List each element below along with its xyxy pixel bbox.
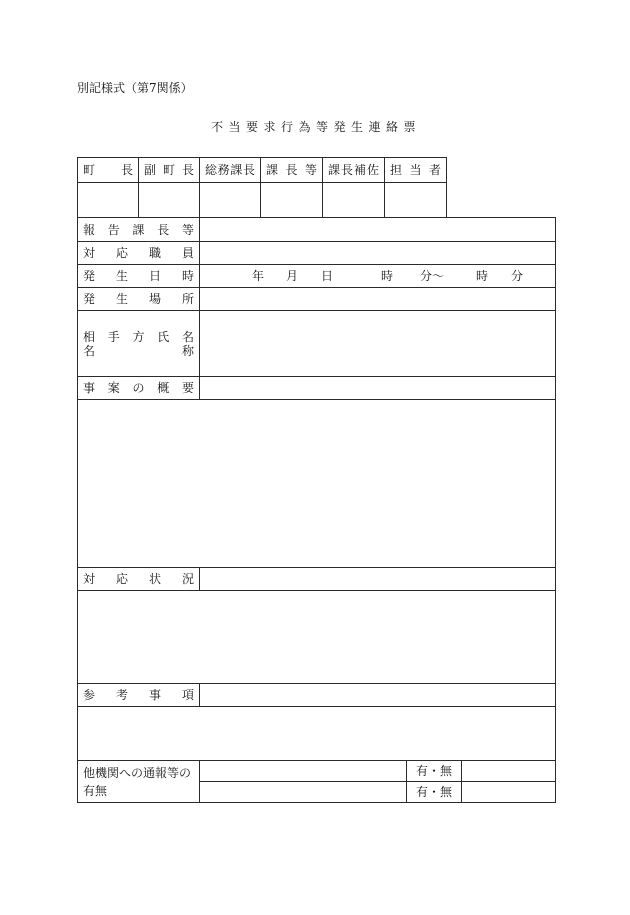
label-char: 長 xyxy=(340,163,353,177)
agency-choice-label: 有・無 xyxy=(415,785,452,799)
label-char: 手 xyxy=(107,329,120,344)
label-char: 概 xyxy=(157,381,170,395)
label-char: 考 xyxy=(115,688,128,702)
label-char: 発 xyxy=(83,269,96,283)
label-char: 等 xyxy=(181,222,194,237)
approval-header-assistant-section-chief xyxy=(322,157,385,183)
counterparty-value-cell xyxy=(199,310,556,377)
label-char: 事 xyxy=(83,381,96,395)
label-char: 員 xyxy=(181,246,194,260)
responding-staff-label-cell xyxy=(77,241,200,265)
label-char: 対 xyxy=(83,572,96,586)
label-char: 項 xyxy=(181,688,194,702)
counterparty-label-cell xyxy=(77,310,200,377)
approval-header-label xyxy=(266,163,317,177)
approval-header-general-affairs-director xyxy=(199,157,261,183)
reporting-manager-label xyxy=(83,223,194,237)
label-char: 名 xyxy=(181,329,194,344)
occurrence-datetime-label xyxy=(83,269,194,283)
label-char: 補 xyxy=(353,163,366,177)
agency-note-cell-1 xyxy=(461,760,556,782)
agency-notification-label-line-2: 有無 xyxy=(83,784,108,798)
reference-notes-body xyxy=(77,706,556,761)
label-char: 時 xyxy=(181,269,194,283)
approval-stamp-box-deputy-mayor xyxy=(138,182,200,218)
label-char: 担 xyxy=(390,163,403,177)
responding-staff-label xyxy=(83,246,194,260)
reference-notes-label xyxy=(83,688,194,702)
label-char: 長 xyxy=(157,222,170,237)
agency-name-cell-1 xyxy=(199,760,407,782)
label-char: 副 xyxy=(144,163,157,177)
label-char: 長 xyxy=(285,163,298,177)
label-char: 方 xyxy=(132,329,145,344)
approval-header-label xyxy=(390,163,441,177)
label-char: 町 xyxy=(162,163,175,177)
label-char: 長 xyxy=(181,163,194,177)
label-char: 名 xyxy=(83,343,96,358)
label-char: 参 xyxy=(83,688,96,702)
label-char: 氏 xyxy=(157,329,170,344)
agency-notification-label-line-1: 他機関への通報等の xyxy=(83,766,192,780)
approval-stamp-box-person-in-charge xyxy=(384,182,447,218)
approval-header-label xyxy=(144,163,194,177)
start-minute-unit: 分～ xyxy=(420,269,445,283)
form-reference: 別記様式（第7関係） xyxy=(77,81,193,95)
approval-header-section-chief xyxy=(260,157,323,183)
label-char: の xyxy=(132,381,145,395)
reporting-manager-label-cell xyxy=(77,217,200,242)
label-char: 課 xyxy=(132,222,145,237)
responding-staff-value-cell xyxy=(199,241,556,265)
occurrence-datetime-label-cell xyxy=(77,264,200,288)
response-status-label-cell xyxy=(77,567,200,591)
agency-choice-cell-1 xyxy=(406,760,462,782)
counterparty-label-line-2 xyxy=(83,344,194,358)
label-char: 課 xyxy=(230,163,243,177)
incident-summary-body xyxy=(77,399,556,568)
label-char: 称 xyxy=(181,343,194,358)
approval-header-label xyxy=(83,163,133,177)
label-char: 所 xyxy=(181,292,194,306)
reference-notes-label-cell xyxy=(77,683,200,707)
date-day-unit: 日 xyxy=(321,269,334,283)
approval-header-label xyxy=(328,163,379,177)
incident-summary-label xyxy=(83,381,194,395)
label-char: 報 xyxy=(83,222,96,237)
approval-stamp-box-mayor xyxy=(77,182,139,218)
response-status-body xyxy=(77,590,556,684)
reporting-manager-value-cell xyxy=(199,217,556,242)
date-month-unit: 月 xyxy=(286,269,299,283)
agency-choice-label: 有・無 xyxy=(415,764,452,778)
label-char: 状 xyxy=(148,572,161,586)
response-status-header-blank xyxy=(199,567,556,591)
label-char: 当 xyxy=(409,163,422,177)
label-char: 佐 xyxy=(366,163,379,177)
occurrence-place-label xyxy=(83,292,194,306)
label-char: 況 xyxy=(181,572,194,586)
approval-header-mayor xyxy=(77,157,139,183)
agency-name-cell-2 xyxy=(199,781,407,803)
label-char: 応 xyxy=(115,572,128,586)
approval-stamp-box-general-affairs-director xyxy=(199,182,261,218)
approval-header-label xyxy=(205,163,255,177)
occurrence-place-label-cell xyxy=(77,287,200,311)
incident-summary-label-cell xyxy=(77,376,200,400)
occurrence-place-value-cell xyxy=(199,287,556,311)
label-char: 長 xyxy=(120,163,133,177)
label-char: 町 xyxy=(83,163,96,177)
approval-stamp-box-section-chief xyxy=(260,182,323,218)
label-char: 長 xyxy=(242,163,255,177)
label-char: 総 xyxy=(205,163,218,177)
start-hour-unit: 時 xyxy=(381,269,394,283)
approval-stamp-box-assistant-section-chief xyxy=(322,182,385,218)
end-hour-unit: 時 xyxy=(476,269,489,283)
label-char: 要 xyxy=(181,381,194,395)
occurrence-datetime-value-cell xyxy=(199,264,556,288)
label-char: 日 xyxy=(148,269,161,283)
label-char: 案 xyxy=(107,381,120,395)
end-minute-unit: 分 xyxy=(511,269,524,283)
label-char: 場 xyxy=(148,292,161,306)
approval-header-deputy-mayor xyxy=(138,157,200,183)
label-char: 生 xyxy=(115,292,128,306)
label-char: 課 xyxy=(328,163,341,177)
approval-header-person-in-charge xyxy=(384,157,447,183)
label-char: 職 xyxy=(148,246,161,260)
label-char: 者 xyxy=(428,163,441,177)
label-char: 務 xyxy=(217,163,230,177)
date-year-unit: 年 xyxy=(252,269,265,283)
agency-choice-cell-2 xyxy=(406,781,462,803)
label-char: 等 xyxy=(304,163,317,177)
label-char: 相 xyxy=(83,329,96,344)
agency-note-cell-2 xyxy=(461,781,556,803)
label-char: 対 xyxy=(83,246,96,260)
agency-notification-label-cell xyxy=(77,760,200,803)
label-char: 生 xyxy=(115,269,128,283)
form-title: 不当要求行為等発生連絡票 xyxy=(211,120,422,134)
label-char: 応 xyxy=(115,246,128,260)
counterparty-label-line-1 xyxy=(83,330,194,344)
label-char: 発 xyxy=(83,292,96,306)
label-char: 事 xyxy=(148,688,161,702)
label-char: 告 xyxy=(107,222,120,237)
reference-notes-header-blank xyxy=(199,683,556,707)
response-status-label xyxy=(83,572,194,586)
label-char: 課 xyxy=(266,163,279,177)
incident-summary-header-blank xyxy=(199,376,556,400)
